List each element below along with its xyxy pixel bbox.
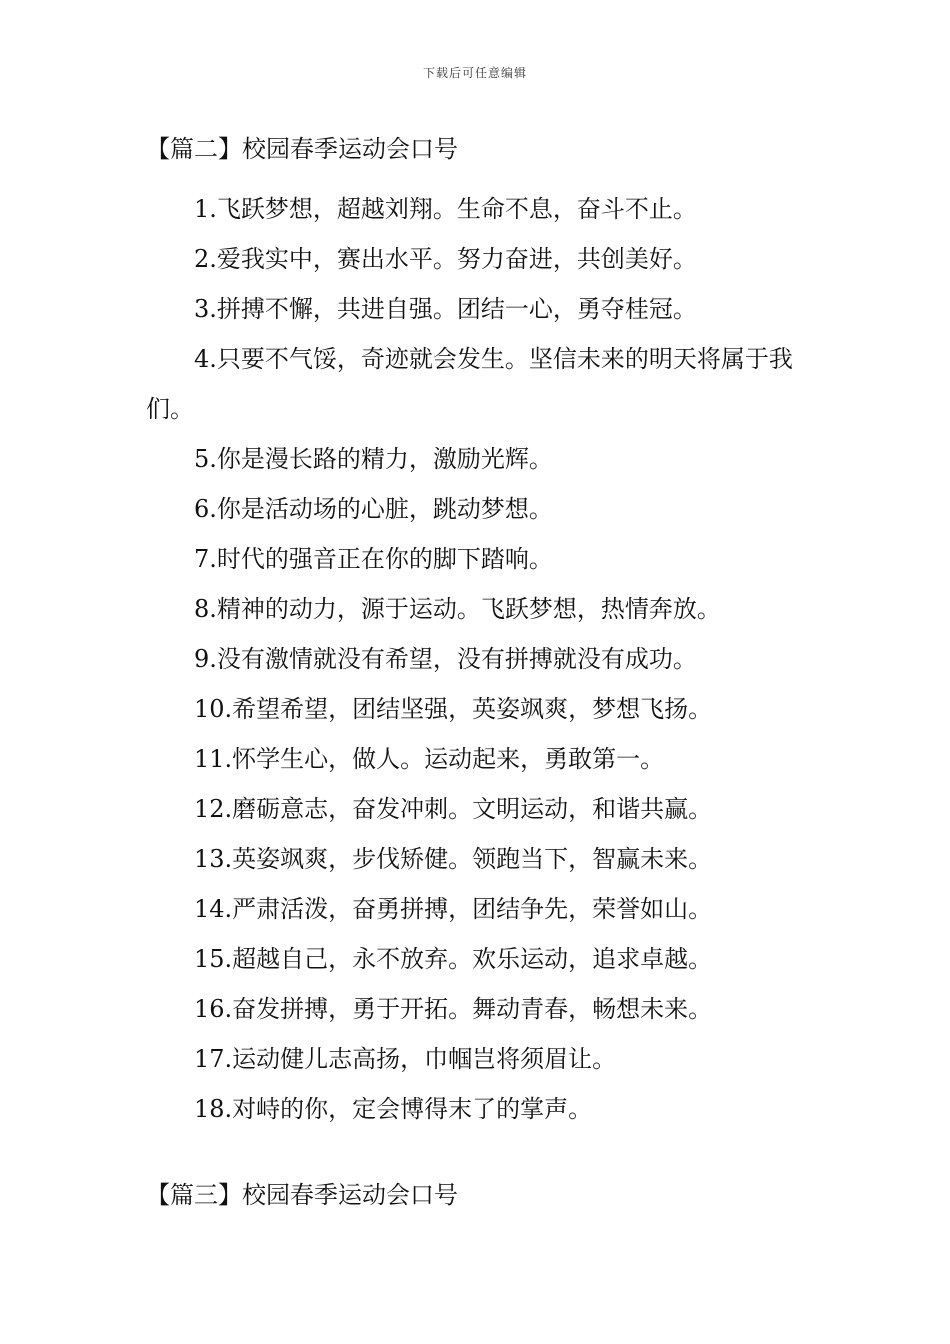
slogan-item: 2.爱我实中，赛出水平。努力奋进，共创美好。	[194, 245, 697, 273]
slogan-item: 17.运动健儿志高扬，巾帼岂将须眉让。	[194, 1045, 617, 1073]
slogan-item: 11.怀学生心，做人。运动起来，勇敢第一。	[194, 745, 665, 773]
slogan-item: 18.对峙的你，定会博得末了的掌声。	[194, 1095, 593, 1123]
slogan-item: 6.你是活动场的心脏，跳动梦想。	[194, 495, 553, 523]
slogan-item: 4.只要不气馁，奇迹就会发生。坚信未来的明天将属于我们。	[146, 345, 793, 423]
slogan-list	[146, 184, 826, 1134]
slogan-item: 16.奋发拼搏，勇于开拓。舞动青春，畅想未来。	[194, 995, 713, 1023]
slogan-item: 12.磨砺意志，奋发冲刺。文明运动，和谐共赢。	[194, 795, 713, 823]
page-header-note: 下载后可任意编辑	[422, 66, 527, 80]
section-3-heading: 【篇三】校园春季运动会口号	[146, 1181, 458, 1209]
slogan-item: 9.没有激情就没有希望，没有拼搏就没有成功。	[194, 645, 697, 673]
slogan-item: 15.超越自己，永不放弃。欢乐运动，追求卓越。	[194, 945, 713, 973]
slogan-item: 5.你是漫长路的精力，激励光辉。	[194, 445, 553, 473]
slogan-item: 1.飞跃梦想，超越刘翔。生命不息，奋斗不止。	[194, 195, 697, 223]
slogan-item: 3.拼搏不懈，共进自强。团结一心，勇夺桂冠。	[194, 295, 697, 323]
section-2-heading: 【篇二】校园春季运动会口号	[146, 135, 458, 163]
slogan-item: 8.精神的动力，源于运动。飞跃梦想，热情奔放。	[194, 595, 721, 623]
slogan-item: 10.希望希望，团结坚强，英姿飒爽，梦想飞扬。	[194, 695, 713, 723]
slogan-item: 14.严肃活泼，奋勇拼搏，团结争先，荣誉如山。	[194, 895, 713, 923]
slogan-item: 7.时代的强音正在你的脚下踏响。	[194, 545, 553, 573]
slogan-item: 13.英姿飒爽，步伐矫健。领跑当下，智赢未来。	[194, 845, 713, 873]
